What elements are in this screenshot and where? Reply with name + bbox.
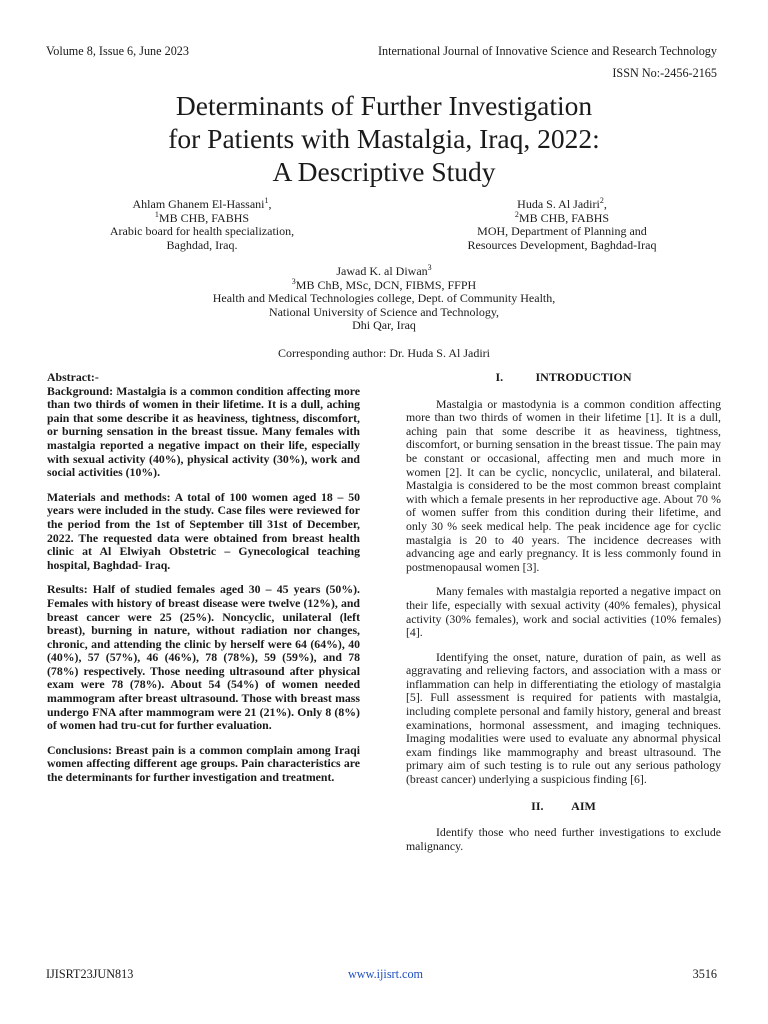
author-1-degree-sup: 1 xyxy=(154,209,159,219)
author-1-sup: 1 xyxy=(264,196,269,205)
footer-website-link[interactable]: www.ijisrt.com xyxy=(348,967,424,981)
intro-paragraph-1: Mastalgia or mastodynia is a common condition affecting more than two thirds of women in their lifetime [1]. It is a dull, aching pain that some describe it as heaviness, tightness, discomfort, or burning sensation in the breast tissue. The pain may be constant or occasional, affecting men and much more in women [2]. It can be cyclic, noncyclic, unilateral, and bilateral. Mastalgia is considered to be the most common breast complaint with which a female presents in her reproductive age. About 70 % of women suffer from this condition during their lifetime, and only 30 % seek medical help. The peak incidence age for cyclic mastalgia is 20 to 40 years. The incidence decreases with advancing age and early pregnancy. It is less commonly found in postmenopausal women [3]. xyxy=(406,396,721,574)
abstract-results: Results: Half of studied females aged 30 – 45 years (50%). Females with history of breast disease were twelve (12%), and breast cancer were 25 (25%). Noncyclic, unilateral (left breast), burning in nature, without radiation nor changes, chronic, and attending the clinic by herself were 64 (64%), 40 (40%), 57 (57%), 46 (46%), 78 (78%), 59 (59%), and 78 (78%) respectively. Those needing ultrasound after physical exam were 78 (78%). About 54 (54%) of women needed mammogram after breast ultrasound. Those with breast mass undergo FNA after mammogram were 21 (21%). Only 8 (8%) of women had tru-cut for further evaluation. xyxy=(47,582,360,733)
title-line-2: for Patients with Mastalgia, Iraq, 2022: xyxy=(168,123,600,154)
author-3-degree-sup: 3 xyxy=(291,276,296,286)
author-2-name: Huda S. Al Jadiri xyxy=(517,197,600,211)
footer-page-number: 3516 xyxy=(692,967,717,981)
title-line-1: Determinants of Further Investigation xyxy=(175,90,593,121)
author-3-name: Jawad K. al Diwan xyxy=(336,264,428,278)
issn: ISSN No:-2456-2165 xyxy=(612,66,717,80)
section-heading-aim xyxy=(406,800,721,814)
section-title-aim: AIM xyxy=(571,798,596,813)
abstract-conclusions: Conclusions: Breast pain is a common complain among Iraqi women affecting different age groups. Pain characteristics are the determinants for further investigation and treatment. xyxy=(47,742,360,785)
author-1-name: Ahlam Ghanem El-Hassani xyxy=(132,197,265,211)
author-2-block xyxy=(412,198,712,252)
section-heading-introduction xyxy=(406,371,721,385)
author-1-block xyxy=(52,198,352,252)
section-title-intro: INTRODUCTION xyxy=(535,370,632,384)
author-2-affiliation-1: MOH, Department of Planning and xyxy=(477,224,647,238)
corresponding-author: Corresponding author: Dr. Huda S. Al Jadiri xyxy=(278,346,490,360)
author-2-degree-sup: 2 xyxy=(514,209,519,219)
journal-name: International Journal of Innovative Science and Research Technology xyxy=(377,44,717,58)
author-3-degree: MB ChB, MSc, DCN, FIBMS, FFPH xyxy=(295,277,477,292)
author-2-sup: 2 xyxy=(599,196,604,205)
author-3-block xyxy=(0,265,768,333)
abstract-methods: Materials and methods: A total of 100 women aged 18 – 50 years were included in the study. Case files were reviewed for the period from the 1st of September till 31st of December, 2022. The requested data were obtained from breast health clinic at Al Elwiyah Obstetric – Gynecological teaching hospital, Baghdad- Iraq. xyxy=(47,489,360,572)
intro-paragraph-3: Identifying the onset, nature, duration of pain, as well as aggravating and relieving factors, and association with a mass or inflammation can help in differentiating the etiology of mastalgia [5]. Full assessment is required for patients with mastalgia, including complete personal and family history, general and breast examinations, hormonal assessment, and imaging techniques. Imaging modalities were used to evaluate any abnormal physical exam findings like mammography and breast ultrasound. The primary aim of such testing is to rule out any serious pathology (breast cancer) underlying a suspicious finding [6]. xyxy=(406,649,721,787)
body-column xyxy=(406,371,721,853)
author-2-affiliation-2: Resources Development, Baghdad-Iraq xyxy=(467,237,657,252)
author-1-suffix: , xyxy=(268,197,272,211)
author-1-affiliation-1: Arabic board for health specialization, xyxy=(109,224,295,238)
author-2-degree: MB CHB, FABHS xyxy=(518,210,610,225)
author-3-affiliation-2: National University of Science and Technology, xyxy=(268,304,500,319)
author-3-affiliation-1: Health and Medical Technologies college, Dept. of Community Health, xyxy=(212,291,556,305)
abstract-heading: Abstract:- xyxy=(47,370,99,384)
author-3-affiliation-3: Dhi Qar, Iraq xyxy=(352,318,416,332)
intro-paragraph-2: Many females with mastalgia reported a negative impact on their life, especially with sexual activity (40% females), physical activity (30% females), work and social activities (10% females) [4]. xyxy=(406,584,721,640)
aim-paragraph: Identify those who need further investigations to exclude malignancy. xyxy=(406,825,721,853)
author-1-affiliation-2: Baghdad, Iraq. xyxy=(166,237,238,252)
volume-info: Volume 8, Issue 6, June 2023 xyxy=(46,44,189,58)
author-3-sup: 3 xyxy=(427,263,432,272)
author-2-suffix: , xyxy=(603,197,607,211)
footer-paper-id: IJISRT23JUN813 xyxy=(46,967,134,981)
abstract-column xyxy=(47,371,360,785)
title-line-3: A Descriptive Study xyxy=(272,156,496,187)
section-number-aim: II. xyxy=(531,798,544,813)
author-1-degree: MB CHB, FABHS xyxy=(158,210,250,225)
section-number-intro: I. xyxy=(495,370,504,384)
paper-title xyxy=(0,89,768,188)
abstract-background: Background: Mastalgia is a common condition affecting more than two thirds of women in their lifetime. It is a dull, aching pain that some describe it as heaviness, tightness, discomfort, or burning sensation in the breast tissue. Many females with mastalgia reported a negative impact on their life, especially with sexual activity (40%), physical activity (30%), work and social activities (10%). xyxy=(47,383,360,480)
